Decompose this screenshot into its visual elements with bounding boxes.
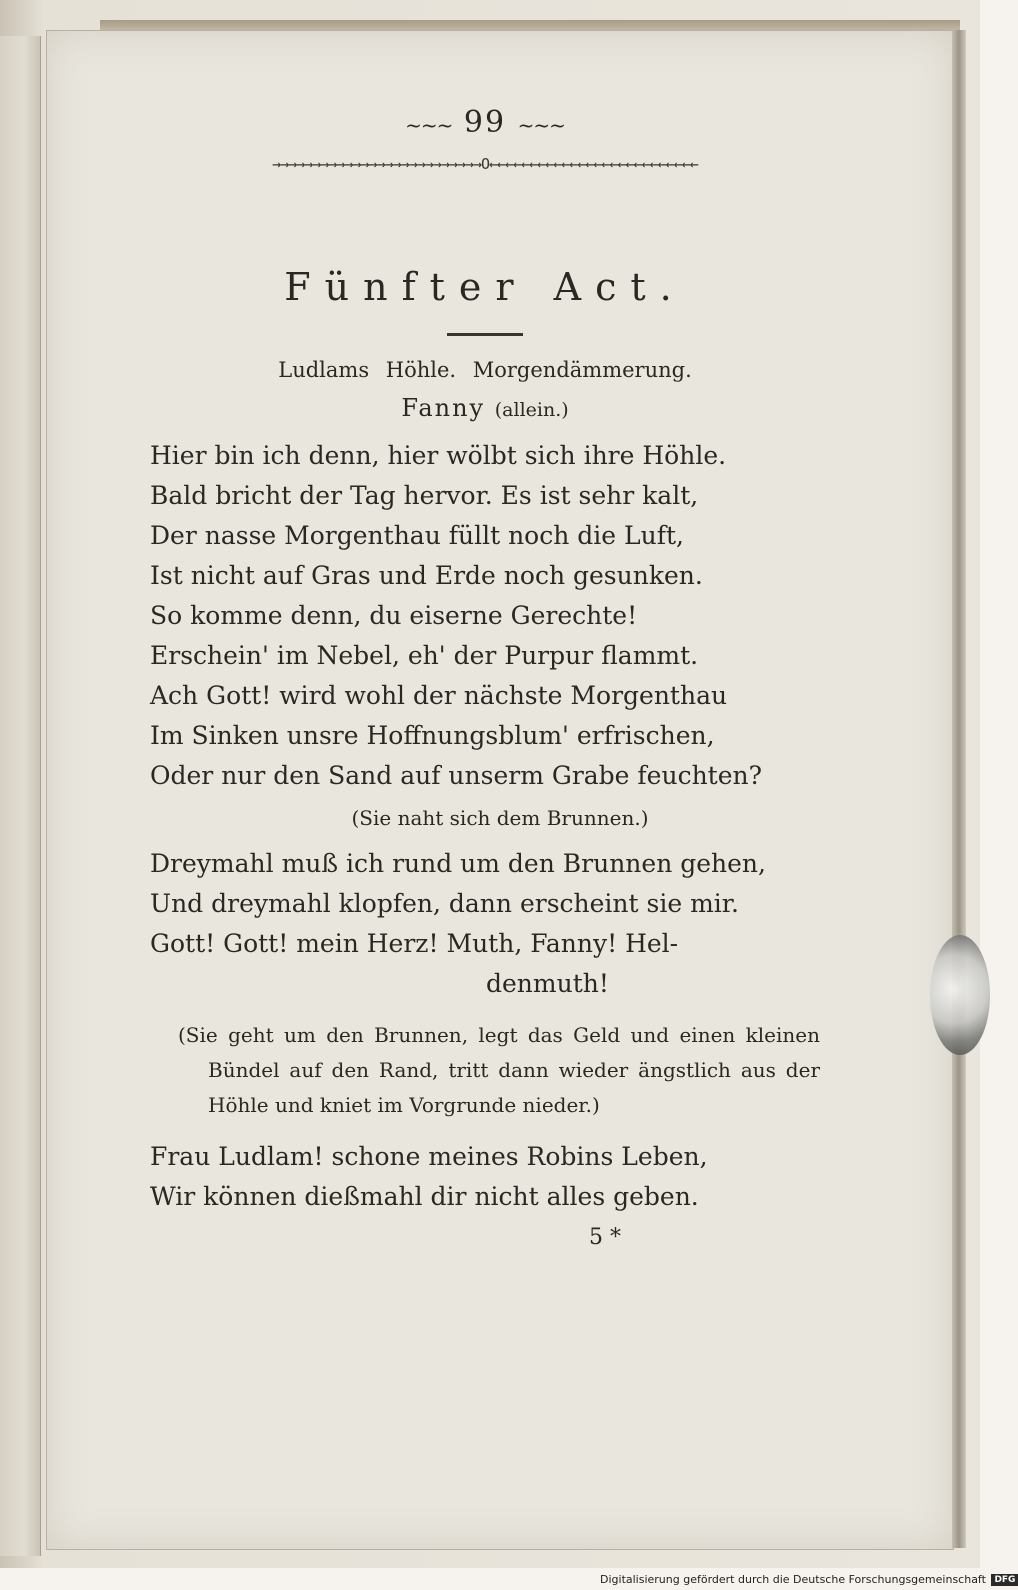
dfg-logo: DFG xyxy=(991,1574,1018,1586)
verse-line-continuation: denmuth! xyxy=(486,969,609,998)
verse-line: Ist nicht auf Gras und Erde noch gesunken. xyxy=(150,561,703,590)
header-dash-left: ~~~ xyxy=(405,113,453,137)
header-dash-right: ~~~ xyxy=(517,113,565,137)
page-content xyxy=(150,105,820,1250)
verse-line: So komme denn, du eiserne Gerechte! xyxy=(150,601,638,630)
title-rule xyxy=(447,333,523,336)
facing-page-edge xyxy=(0,36,41,1556)
verse-block-1 xyxy=(150,436,820,796)
footer-text: Digitalisierung gefördert durch die Deutsche Forschungsgemeinschaft xyxy=(600,1573,986,1586)
verse-line: Ach Gott! wird wohl der nächste Morgenthau xyxy=(150,681,728,710)
verse-line: Hier bin ich denn, hier wölbt sich ihre Höhle. xyxy=(150,441,727,470)
page-fore-edge xyxy=(952,30,966,1548)
verse-block-2 xyxy=(150,844,820,1004)
verse-line: Oder nur den Sand auf unserm Grabe feuchten? xyxy=(150,761,763,790)
verse-line: Wir können dießmahl dir nicht alles geben. xyxy=(150,1182,699,1211)
page-number: 99 xyxy=(463,105,507,140)
ornamental-rule: →→→→→→→→→→→→→→→→→→→→→→→→→→O←←←←←←←←←←←←←←←←←←←←←←←←←← xyxy=(272,155,698,173)
act-title: Fünfter Act. xyxy=(284,265,686,309)
stage-direction: (Sie naht sich dem Brunnen.) xyxy=(351,806,649,830)
verse-line: Bald bricht der Tag hervor. Es ist sehr kalt, xyxy=(150,481,699,510)
speaker-name: Fanny xyxy=(401,394,486,422)
glass-weight-icon xyxy=(930,935,990,1055)
verse-line: Erschein' im Nebel, eh' der Purpur flammt. xyxy=(150,641,699,670)
footer-credit xyxy=(600,1573,1018,1586)
stage-direction-block: (Sie geht um den Brunnen, legt das Geld und einen kleinen Bündel auf den Rand, tritt dann wieder ängstlich aus der Höhle und kniet im Vorgrunde nieder.) xyxy=(178,1023,820,1117)
verse-line: Der nasse Morgenthau füllt noch die Luft, xyxy=(150,521,684,550)
verse-block-3 xyxy=(150,1137,820,1217)
speaker-line xyxy=(150,394,820,422)
verse-line: Frau Ludlam! schone meines Robins Leben, xyxy=(150,1142,708,1171)
signature-mark: 5 * xyxy=(589,1225,621,1250)
scene-heading: Ludlams Höhle. Morgendämmerung. xyxy=(278,358,692,382)
verse-line: Und dreymahl klopfen, dann erscheint sie mir. xyxy=(150,889,739,918)
verse-line: Im Sinken unsre Hoffnungsblum' erfrischen, xyxy=(150,721,715,750)
verse-line: Gott! Gott! mein Herz! Muth, Fanny! Hel- xyxy=(150,929,679,958)
page-header xyxy=(150,105,820,149)
speaker-direction: (allein.) xyxy=(494,399,569,421)
verse-line: Dreymahl muß ich rund um den Brunnen gehen, xyxy=(150,849,766,878)
